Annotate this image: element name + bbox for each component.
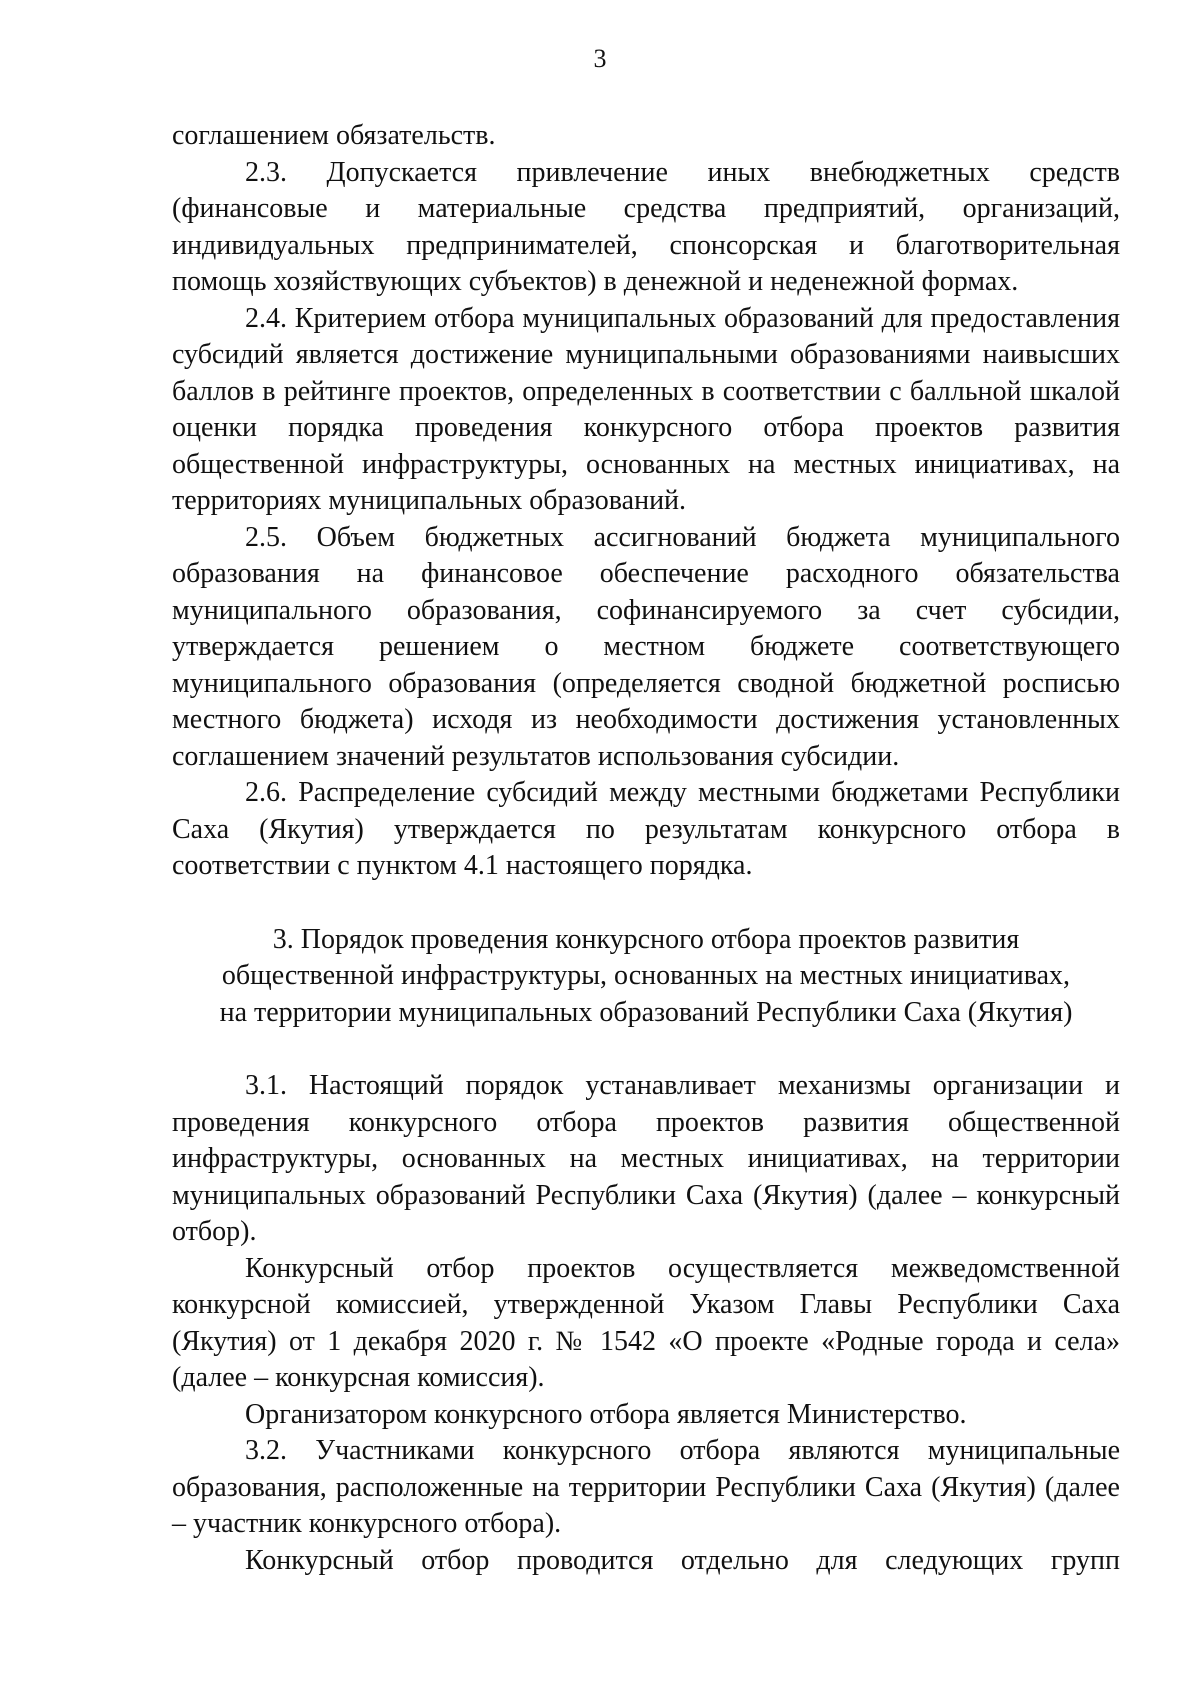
page-number: 3 xyxy=(593,44,607,73)
paragraph-continuation: соглашением обязательств. xyxy=(172,120,496,151)
section-heading-line: 3. Порядок проведения конкурсного отбора проектов развития xyxy=(272,923,1020,955)
document-body xyxy=(172,118,1120,1579)
paragraph-2-3: 2.3. Допускается привлечение иных внебюджетных средств (финансовые и материальные средства предприятий, организаций, индивидуальных предпринимателей, спонсорская и благотворительная помощь хозяйствующих субъектов) в денежной и неденежной формах. xyxy=(172,156,1120,297)
paragraph-2-4: 2.4. Критерием отбора муниципальных образований для предоставления субсидий является достижение муниципальными образованиями наивысших баллов в рейтинге проектов, определенных в соответствии с балльной шкалой оценки порядка проведения конкурсного отбора проектов развития общественной инфраструктуры, основанных на местных инициативах, на территориях муниципальных образований. xyxy=(172,302,1120,516)
section-3-heading xyxy=(172,922,1120,1032)
paragraph-2-5: 2.5. Объем бюджетных ассигнований бюджета муниципального образования на финансовое обеспечение расходного обязательства муниципального образования, софинансируемого за счет субсидии, утверждается решением о местном бюджете соответствующего муниципального образования (определяется сводной бюджетной росписью местного бюджета) исходя из необходимости достижения установленных соглашением значений результатов использования субсидии. xyxy=(172,521,1120,772)
paragraph-3-2: 3.2. Участниками конкурсного отбора являются муниципальные образования, расположенные на территории Республики Саха (Якутия) (далее – участник конкурсного отбора). xyxy=(172,1435,1120,1539)
section-heading-line: на территории муниципальных образований Республики Саха (Якутия) xyxy=(219,996,1073,1028)
paragraph-organizer: Организатором конкурсного отбора является Министерство. xyxy=(245,1398,967,1430)
paragraph-groups: Конкурсный отбор проводится отдельно для следующих групп xyxy=(245,1544,1120,1576)
paragraph-3-1: 3.1. Настоящий порядок устанавливает механизмы организации и проведения конкурсного отбора проектов развития общественной инфраструктуры, основанных на местных инициативах, на территории муниципальных образований Республики Саха (Якутия) (далее – конкурсный отбор). xyxy=(172,1070,1120,1247)
paragraph-2-6: 2.6. Распределение субсидий между местными бюджетами Республики Саха (Якутия) утверждается по результатам конкурсного отбора в соответствии с пунктом 4.1 настоящего порядка. xyxy=(172,777,1120,881)
paragraph-commission: Конкурсный отбор проектов осуществляется межведомственной конкурсной комиссией, утвержденной Указом Главы Республики Саха (Якутия) от 1 декабря 2020 г. № 1542 «О проекте «Родные города и села» (далее – конкурсная комиссия). xyxy=(172,1252,1120,1393)
section-heading-line: общественной инфраструктуры, основанных на местных инициативах, xyxy=(221,960,1071,991)
